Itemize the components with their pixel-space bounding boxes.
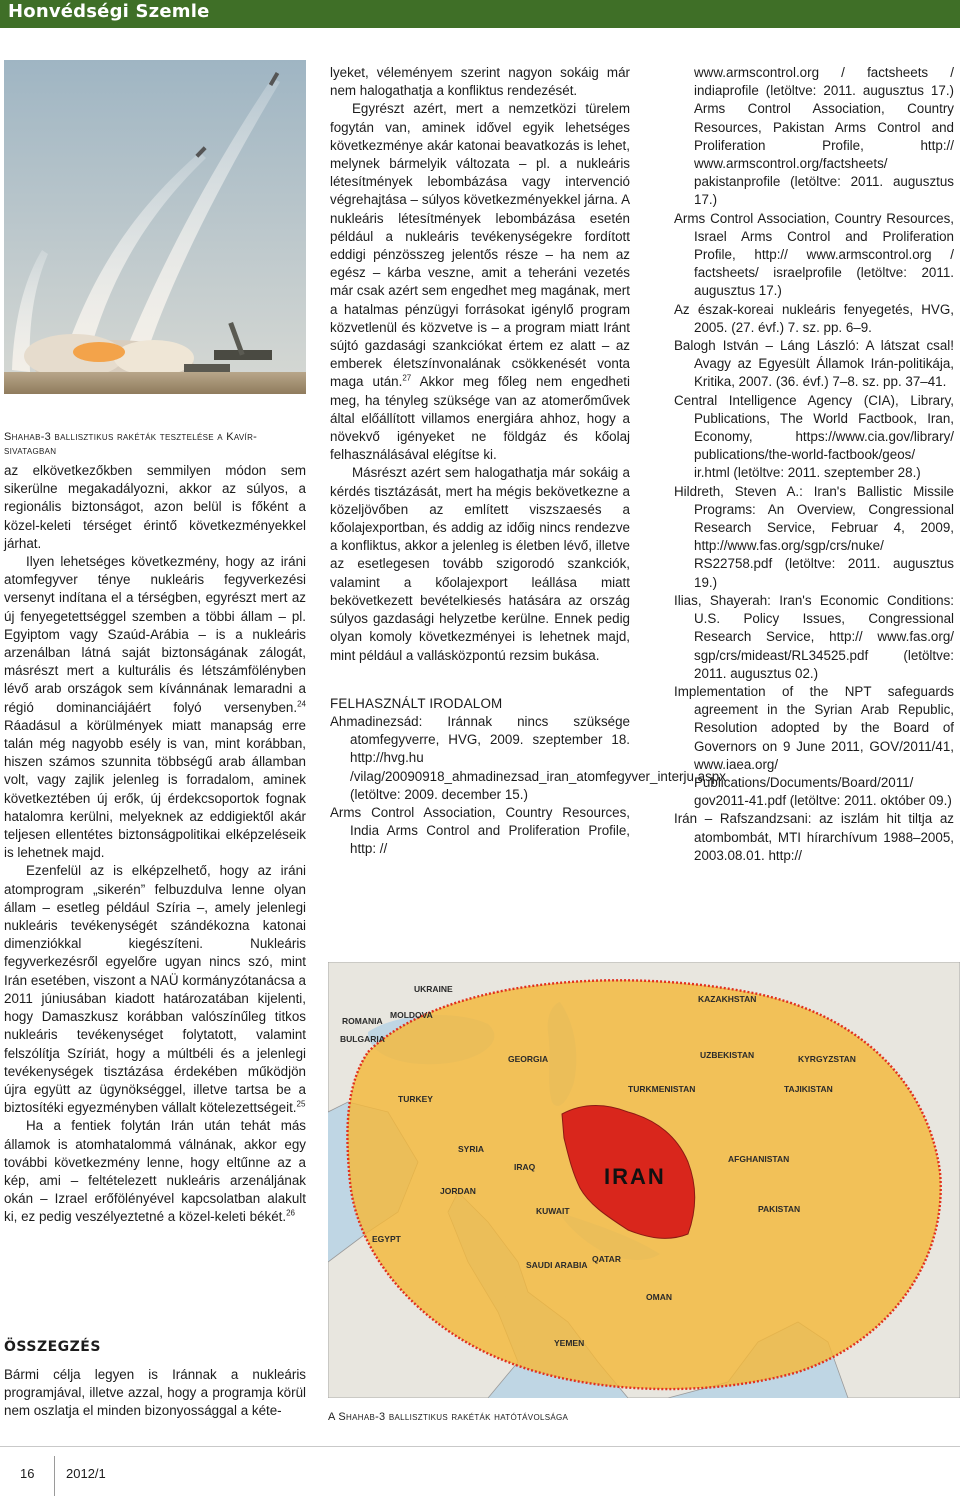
map-label-saudi-arabia: SAUDI ARABIA [526,1260,588,1270]
bibliography-entry-continued: www.armscontrol.org / factsheets / indiaprofile (letöltve: 2011. augusztus 17.) Arms Control Association, Country Resources, Pakistan Arms Control and Proliferation Profile, http:// www.armscontrol.org/factsheets/ pakistanprofile (letöltve: 2011. augusztus 17.) [694,65,954,208]
paragraph: lyeket, véleményem szerint nagyon sokáig már nem halogathatja a konfliktus rendezését. [330,65,630,99]
column-right [674,64,954,865]
bibliography-entry: Az észak-koreai nukleáris fenyegetés, HVG, 2005. (27. évf.) 7. sz. pp. 6–9. [674,301,954,335]
paragraph [4,1117,306,1226]
paragraph [330,100,630,464]
map-label-syria: SYRIA [458,1144,484,1154]
summary-paragraph: Bármi célja legyen is Iránnak a nukleáris programjával, illetve azzal, hogy a programja körül nem oszlatja el minden bizonyossággal a kéte- [4,1367,306,1419]
bibliography-entry: Hildreth, Steven A.: Iran's Ballistic Missile Programs: An Overview, Congressional Research Service, Februar 4, 2009, http://www.fas.org/sgp/crs/nuke/ RS22758.pdf (letöltve: 2011. augusztus 19.) [674,483,954,590]
map-label-jordan: JORDAN [440,1186,476,1196]
paragraph-text: Egyrészt azért, mert a nemzetközi türelem fogytán van, aminek idővel egyik lehetséges következménye akár katonai beavatkozás is lehet, melynek bármelyik változata – pl. a nukleáris létesítmények lebombázása vagy intervenció végrehajtása – súlyos következményekkel járna. A nukleáris létesítmények lebombázása esetén például a nukleáris tevékenységekre fordított eddigi pénzösszeg jelentős része – ha nem az egész – kárba veszne, amit a teheráni vezetés már csak azért sem engedhet meg magának, mert a hatalmas pénzügyi forrásokat igénylő program közvetlenül és közvetve is – a program miatt Iránt sújtó gazdasági szankciókat értem ez alatt – az emberek életszínvonalának csökkenését vonta maga után. [330,101,630,390]
bibliography-entry: Balogh István – Láng László: A látszat csal! Avagy az Egyesült Államok Irán-politikája, Kritika, 2007. (36. évf.) 7–8. sz. pp. 37–41. [674,338,954,390]
map-label-turkmenistan: TURKMENISTAN [628,1084,696,1094]
footnote-ref: 24 [297,699,306,709]
issue-label: 2012/1 [66,1466,106,1481]
paragraph: Másrészt azért sem halogathatja már sokáig a kérdés tisztázását, mert ha mégis bekövetkezne a közeljövőben az említett viszszaesés a kőolajexportban, és addig az időig nincs rendezve a konfliktus, akkor a jelenleg is életben lévő, illetve az esetlegesen tovább szigorodó szankciók, valamint a kőolajexport leállása miatt bekövetkezett bevételkiesés hatására az ország súlyos gazdasági helyzetbe kerülne. Ennek pedig olyan komoly következményei is lehetnek majd, mint például a vallásközpontú rezsim bukása. [330,465,630,663]
paragraph [4,862,306,1117]
bibliography-entry: Arms Control Association, Country Resources, India Arms Control and Proliferation Profile, http: // [330,804,630,857]
journal-title: Honvédségi Szemle [8,1,210,22]
map-caption: A Shahab-3 ballisztikus rakéták hatótávolsága [328,1411,569,1423]
paragraph-text: Akkor meg főleg nem engedheti meg, ha tényleg szüksége van az atomerőművek által előállított villamos energiára ahhoz, hogy a növekvő igényeket ne földgáz és kőolaj felhasználásával elégítse ki. [330,374,630,463]
paragraph-text: Ilyen lehetséges következmény, hogy az iráni atomfegyver ténye nukleáris fegyverkezési versenyt indítana el a térségben, egyrészt mert az új fenyegetettséggel szemben a többi állam – pl. Egyiptom vagy Szaúd-Arábia – is a nukleáris arzenálban látná saját biztonságának zálogát, másrészt mert a kulturális és létszámfölényben lévő arab országok sem kívánnának lemaradni a régió dominanciájáért folyó versenyben. [4,554,306,715]
bibliography-heading: FELHASZNÁLT IRODALOM [330,695,503,711]
paragraph-text: Ezenfelül az is elképzelhető, hogy az iráni atomprogram „sikerén” felbuzdulva lenne olyan állam – esetleg például Szíria –, amely jelenlegi nukleáris tevékenységét szándékozna katonai dimenziókkal kiegészíteni. Nukleáris fegyverkezésről egyelőre ugyan nincs szó, mint Irán esetében, viszont a NAÜ kormányzótanácsa a 2011 júniusában kiadott határozatában kijelenti, hogy Damaszkusz korábban valószínűleg titkos nukleáris tevékenységet folytatott, valamint felszólítja Szíriát, hogy a múltbéli és a jelenlegi tevékenységek tisztázása érdekében működjön újra együtt az ügynökséggel, illetve tartsa be a biztosítéki egyezményben vállalt kötelezettségeit. [4,863,306,1116]
shahab3-range-map [328,962,960,1398]
page-number: 16 [20,1466,35,1481]
bibliography-entry: Arms Control Association, Country Resources, Israel Arms Control and Proliferation Profile, http:// www.armscontrol.org / factsheets/ israelprofile (letöltve: 2011. augusztus 17.) [674,210,954,299]
missile-photo-illustration [4,60,306,394]
map-label-iraq: IRAQ [514,1162,536,1172]
column-left [4,462,306,1227]
paragraph-text: Ha a fentiek folytán Irán után tehát más államok is atomhatalommá válnának, akkor egy további következmény lenne, hogy eltűnne az a kép, ami – feltételezett nukleáris arzenáljának okán – Izrael erőfölényével kapcsolatban alakult ki, ez pedig veszélyeztetné a közel-keleti békét. [4,1118,306,1225]
map-label-bulgaria: BULGARIA [340,1034,385,1044]
map-label-yemen: YEMEN [554,1338,585,1348]
map-label-ukraine: UKRAINE [414,984,453,994]
summary-heading: ÖSSZEGZÉS [4,1339,101,1355]
map-label-tajikistan: TAJIKISTAN [784,1084,833,1094]
footer-rule [0,1446,960,1447]
bibliography-entry: Ilias, Shayerah: Iran's Economic Conditions: U.S. Policy Issues, Congressional Research Service, http:// www.fas.org/ sgp/crs/mideast/RL34525.pdf (letöltve: 2011. augusztus 02.) [674,592,954,681]
footnote-ref: 26 [286,1208,296,1218]
bibliography-entry: Irán – Rafszandzsani: az iszlám hit tiltja az atombombát, MTI hírarchívum 1988–2005, 2003.08.01. http:// [674,811,954,863]
paragraph-text: Ráadásul a körülmények miatt manapság erre talán még nagyobb esély is van, mint korábban, hiszen számos szunnita többségű arab államban volt, vagy zajlik jelenleg is forradalom, aminek következtében új erők, új érdekcsoportok fognak hatalomra kerülni, melyeknek az eddigiektől akár teljesen ellentétes biztonságpolitikai elképzeléseik is lehetnek majd. [4,717,306,861]
map-label-egypt: EGYPT [372,1234,401,1244]
missile-launch-photo [4,60,306,394]
map-label-qatar: QATAR [592,1254,621,1264]
map-label-kazakhstan: KAZAKHSTAN [698,994,757,1004]
summary-text-block [4,1366,306,1421]
map-label-georgia: GEORGIA [508,1054,549,1064]
map-label-moldova: MOLDOVA [390,1010,433,1020]
footer-separator [54,1456,55,1496]
map-label-turkey: TURKEY [398,1094,433,1104]
paragraph: az elkövetkezőkben semmilyen módon sem sikerülne megakadályozni, akkor az súlyos, a regionális biztonságot, azon belül is főként a közel-keleti térséget érintő következményekkel járhat. [4,463,306,551]
bibliography-entry: Central Intelligence Agency (CIA), Library, Publications, The World Factbook, Iran, Economy, https://www.cia.gov/library/ publications/the-world-factbook/geos/ ir.html (letöltve: 2011. szeptember 28.) [674,392,954,481]
map-label-pakistan: PAKISTAN [758,1204,801,1214]
map-label-kuwait: KUWAIT [536,1206,570,1216]
map-label-iran: IRAN [604,1164,666,1189]
footnote-ref: 25 [296,1099,306,1109]
map-label-uzbekistan: UZBEKISTAN [700,1050,755,1060]
range-map-svg [328,962,960,1398]
paragraph [4,553,306,862]
map-label-afghanistan: AFGHANISTAN [728,1154,790,1164]
bibliography-entry: Ahmadinezsád: Iránnak nincs szüksége atomfegyverre, HVG, 2009. szeptember 18. http://hvg.hu /vilag/20090918_ahmadinezsad_iran_atomfegyver_interju.aspx (letöltve: 2009. december 15.) [330,713,726,802]
photo-caption: Shahab-3 ballisztikus rakéták tesztelése a Kavír-sivatagban [4,431,258,457]
column-middle [330,64,726,859]
header-bar [0,0,960,28]
bibliography-entry: Implementation of the NPT safeguards agreement in the Syrian Arab Republic, Resolution adopted by the Board of Governors on 9 June 2011, GOV/2011/41, www.iaea.org/ Publications/Documents/Board/2011/ gov2011-41.pdf (letöltve: 2011. október 09.) [674,683,954,809]
map-label-oman: OMAN [646,1292,672,1302]
map-label-romania: ROMANIA [342,1016,383,1026]
footnote-ref: 27 [402,373,412,383]
map-label-kyrgyzstan: KYRGYZSTAN [798,1054,856,1064]
